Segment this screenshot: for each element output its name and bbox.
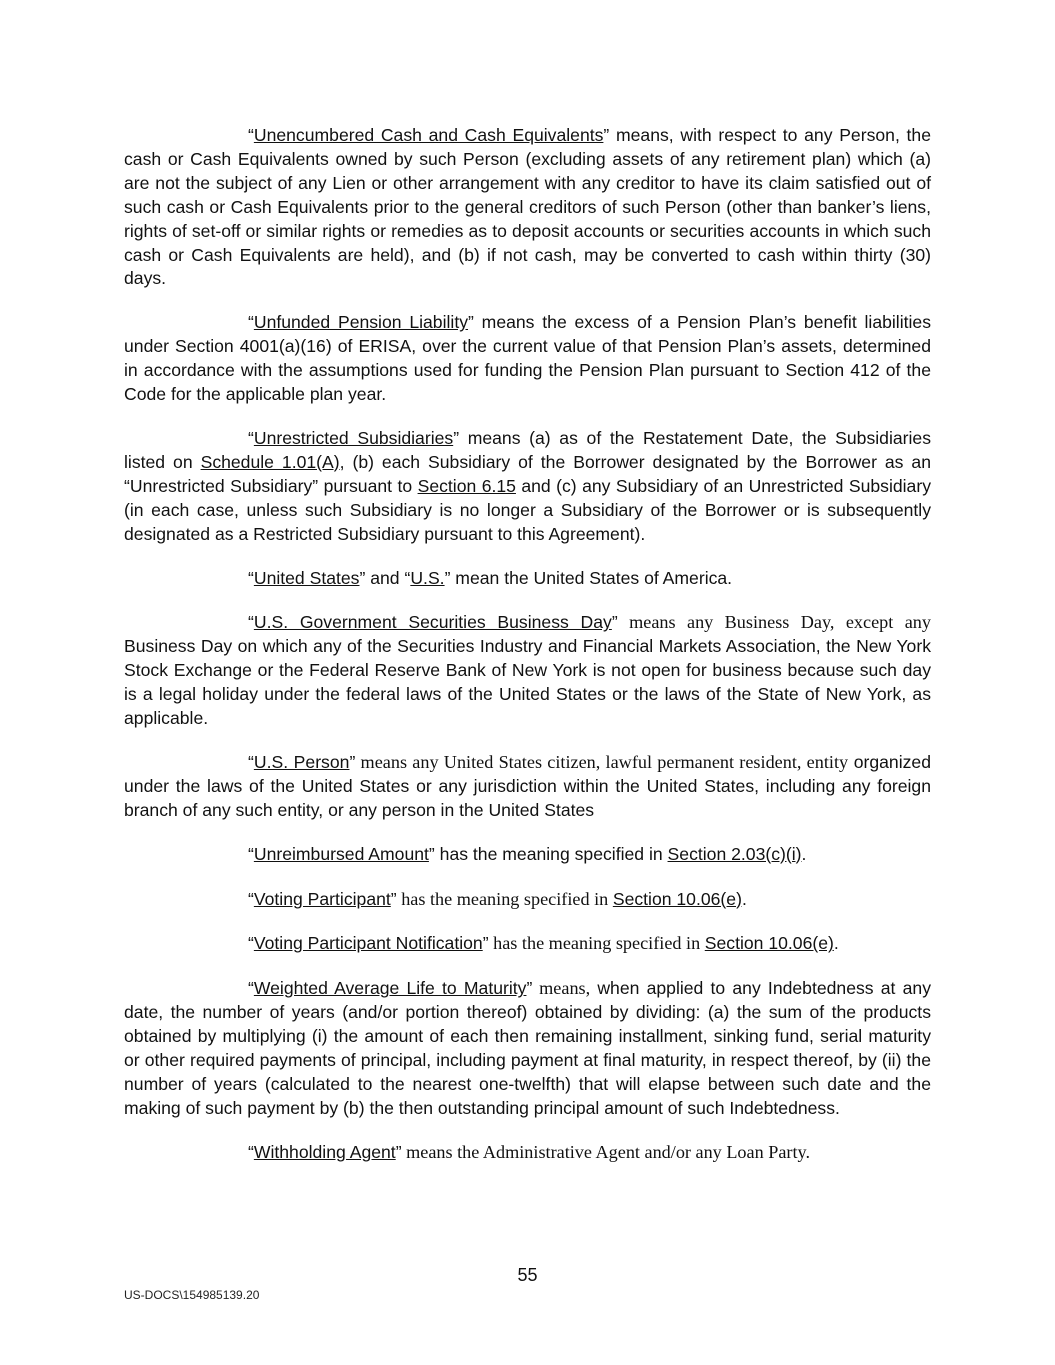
defined-term: Voting Participant [253, 888, 391, 909]
cross-reference-link: Section 6.15 [417, 475, 516, 496]
definition-text: means any United States citizen, lawful permanent resident, entity [355, 751, 849, 772]
defined-term: Unfunded Pension Liability [253, 312, 469, 333]
defined-term: Weighted Average Life to Maturity [253, 978, 527, 999]
defined-term: Unreimbursed Amount [253, 843, 429, 864]
definition-voting-participant-notification: “Voting Participant Notification” has the meaning specified in Section 10.06(e). [248, 933, 839, 954]
defined-term: Unrestricted Subsidiaries [253, 427, 454, 448]
definition-text: means any Business Day, except any [617, 612, 931, 633]
definitions-body [124, 124, 931, 1186]
definition-text: when applied to any Indebtedness at any date, the number of years (and/or portion thereof) obtained by dividing: (a) the sum of the products obtained by multiplying (i) the amount of each then remaining installment, sinking fund, serial maturity or other required payments of principal, including payment at final maturity, in respect thereof, by (ii) the number of years (calculated to the nearest one-twelfth) that will elapse between such date and the making of such payment by (b) the then outstanding principal amount of such Indebtedness. [124, 978, 931, 1118]
definition-text: means the excess of a Pension Plan’s benefit liabilities under Section 4001(a)(16) of ERISA, over the current value of that Pension Plan’s assets, determined in accordance with the assumptions used for funding the Pension Plan pursuant to Section 412 of the Code for the applicable plan year. [124, 312, 931, 405]
defined-term: Withholding Agent [253, 1141, 396, 1162]
definition-text: means the Administrative Agent and/or any Loan Party. [401, 1141, 810, 1162]
definition-text: has the meaning specified in [396, 888, 613, 909]
definition-unfunded-pension-liability: “Unfunded Pension Liability” means the excess of a Pension Plan’s benefit liabilities under Section 4001(a)(16) of ERISA, over the current value of that Pension Plan’s assets, determined in accordance with the assumptions used for funding the Pension Plan pursuant to Section 412 of the Code for the applicable plan year. [124, 312, 931, 405]
defined-term: Unencumbered Cash and Cash Equivalents [253, 125, 604, 145]
definition-unencumbered-cash: “Unencumbered Cash and Cash Equivalents” means, with respect to any Person, the cash or Cash Equivalents owned by such Person (excluding assets of any retirement plan) which (a) are not the subject of any Lien or other arrangement with any creditor to have its claim satisfied out of such cash or Cash Equivalents prior to the general creditors of such Person (other than banker’s liens, rights of set-off or similar rights or remedies as to deposit accounts or securities accounts in which such cash or Cash Equivalents are held), and (b) if not cash, may be converted to cash within thirty (30) days. [124, 125, 931, 289]
definition-text: organized under the laws of the United States or any jurisdiction within the United States, including any foreign branch of any such entity, or any person in the United States [124, 751, 931, 820]
definition-text: ” and “ [359, 567, 411, 588]
defined-term: Voting Participant Notification [253, 933, 483, 954]
definition-text: , (b) each Subsidiary of the Borrower designated by the Borrower as an “Unrestricted Subsidiary” pursuant to [124, 451, 932, 496]
definition-unreimbursed-amount: “Unreimbursed Amount” has the meaning specified in Section 2.03(c)(i). [248, 843, 807, 864]
definition-text: means (a) as of the Restatement Date, the Subsidiaries listed on [124, 427, 931, 472]
definition-text: and (c) any Subsidiary of an Unrestricted Subsidiary (in each case, unless such Subsidiary is no longer a Subsidiary of the Borrower or is subsequently designated as a Restricted Subsidiary pursuant to this Agreement). [124, 475, 931, 544]
definition-united-states: “United States” and “U.S.” mean the United States of America. [248, 567, 733, 588]
document-id: US-DOCS\154985139.20 [124, 1288, 260, 1302]
definition-us-government-securities-business-day: “U.S. Government Securities Business Day” means any Business Day, except any Business Day on which any of the Securities Industry and Financial Markets Association, the New York Stock Exchange or the Federal Reserve Bank of New York is not open for business because such day is a legal holiday under the federal laws of the United States or the laws of the State of New York, as applicable. [124, 612, 931, 729]
definition-us-person: “U.S. Person” means any United States citizen, lawful permanent resident, entity organized under the laws of the United States or any jurisdiction within the United States, including any foreign branch of any such entity, or any person in the United States [124, 751, 931, 820]
definition-unrestricted-subsidiaries: “Unrestricted Subsidiaries” means (a) as of the Restatement Date, the Subsidiaries listed on Schedule 1.01(A), (b) each Subsidiary of the Borrower designated by the Borrower as an “Unrestricted Subsidiary” pursuant to Section 6.15 and (c) any Subsidiary of an Unrestricted Subsidiary (in each case, unless such Subsidiary is no longer a Subsidiary of the Borrower or is subsequently designated as a Restricted Subsidiary pursuant to this Agreement). [124, 427, 932, 544]
defined-term: U.S. Government Securities Business Day [253, 612, 612, 633]
cross-reference-link: Section 10.06(e) [612, 888, 742, 909]
defined-term: U.S. Person [253, 751, 350, 772]
cross-reference-link: Schedule 1.01(A) [200, 451, 340, 472]
cross-reference-link: Section 10.06(e) [704, 933, 834, 954]
page-number: 55 [517, 1265, 538, 1285]
definition-weighted-average-life: “Weighted Average Life to Maturity” means, when applied to any Indebtedness at any date, the number of years (and/or portion thereof) obtained by dividing: (a) the sum of the products obtained by multiplying (i) the amount of each then remaining installment, sinking fund, serial maturity or other required payments of principal, including payment at final maturity, in respect thereof, by (ii) the number of years (calculated to the nearest one-twelfth) that will elapse between such date and the making of such payment by (b) the then outstanding principal amount of such Indebtedness. [124, 978, 931, 1118]
definition-text: Business Day on which any of the Securities Industry and Financial Markets Association, the New York Stock Exchange or the Federal Reserve Bank of New York is not open for business because such day is a legal holiday under the federal laws of the United States or the laws of the State of New York, as applicable. [124, 636, 931, 729]
definition-text: ” mean the United States of America. [444, 567, 733, 588]
definition-withholding-agent: “Withholding Agent” means the Administrative Agent and/or any Loan Party. [248, 1141, 810, 1162]
cross-reference-link: Section 2.03(c)(i) [667, 843, 802, 864]
definition-text: has the meaning specified in [488, 933, 705, 954]
definition-voting-participant: “Voting Participant” has the meaning specified in Section 10.06(e). [248, 888, 747, 909]
defined-term: U.S. [410, 567, 445, 588]
definition-text: has the meaning specified in [434, 843, 668, 864]
definition-text: means, [532, 978, 591, 999]
definition-text: means, with respect to any Person, the cash or Cash Equivalents owned by such Person (excluding assets of any retirement plan) which (a) are not the subject of any Lien or other arrangement with any creditor to have its claim satisfied out of such cash or Cash Equivalents prior to the general creditors of such Person (other than banker’s liens, rights of set-off or similar rights or remedies as to deposit accounts or securities accounts in which such cash or Cash Equivalents are held), and (b) if not cash, may be converted to cash within thirty (30) days. [124, 125, 931, 289]
defined-term: United States [253, 567, 360, 588]
